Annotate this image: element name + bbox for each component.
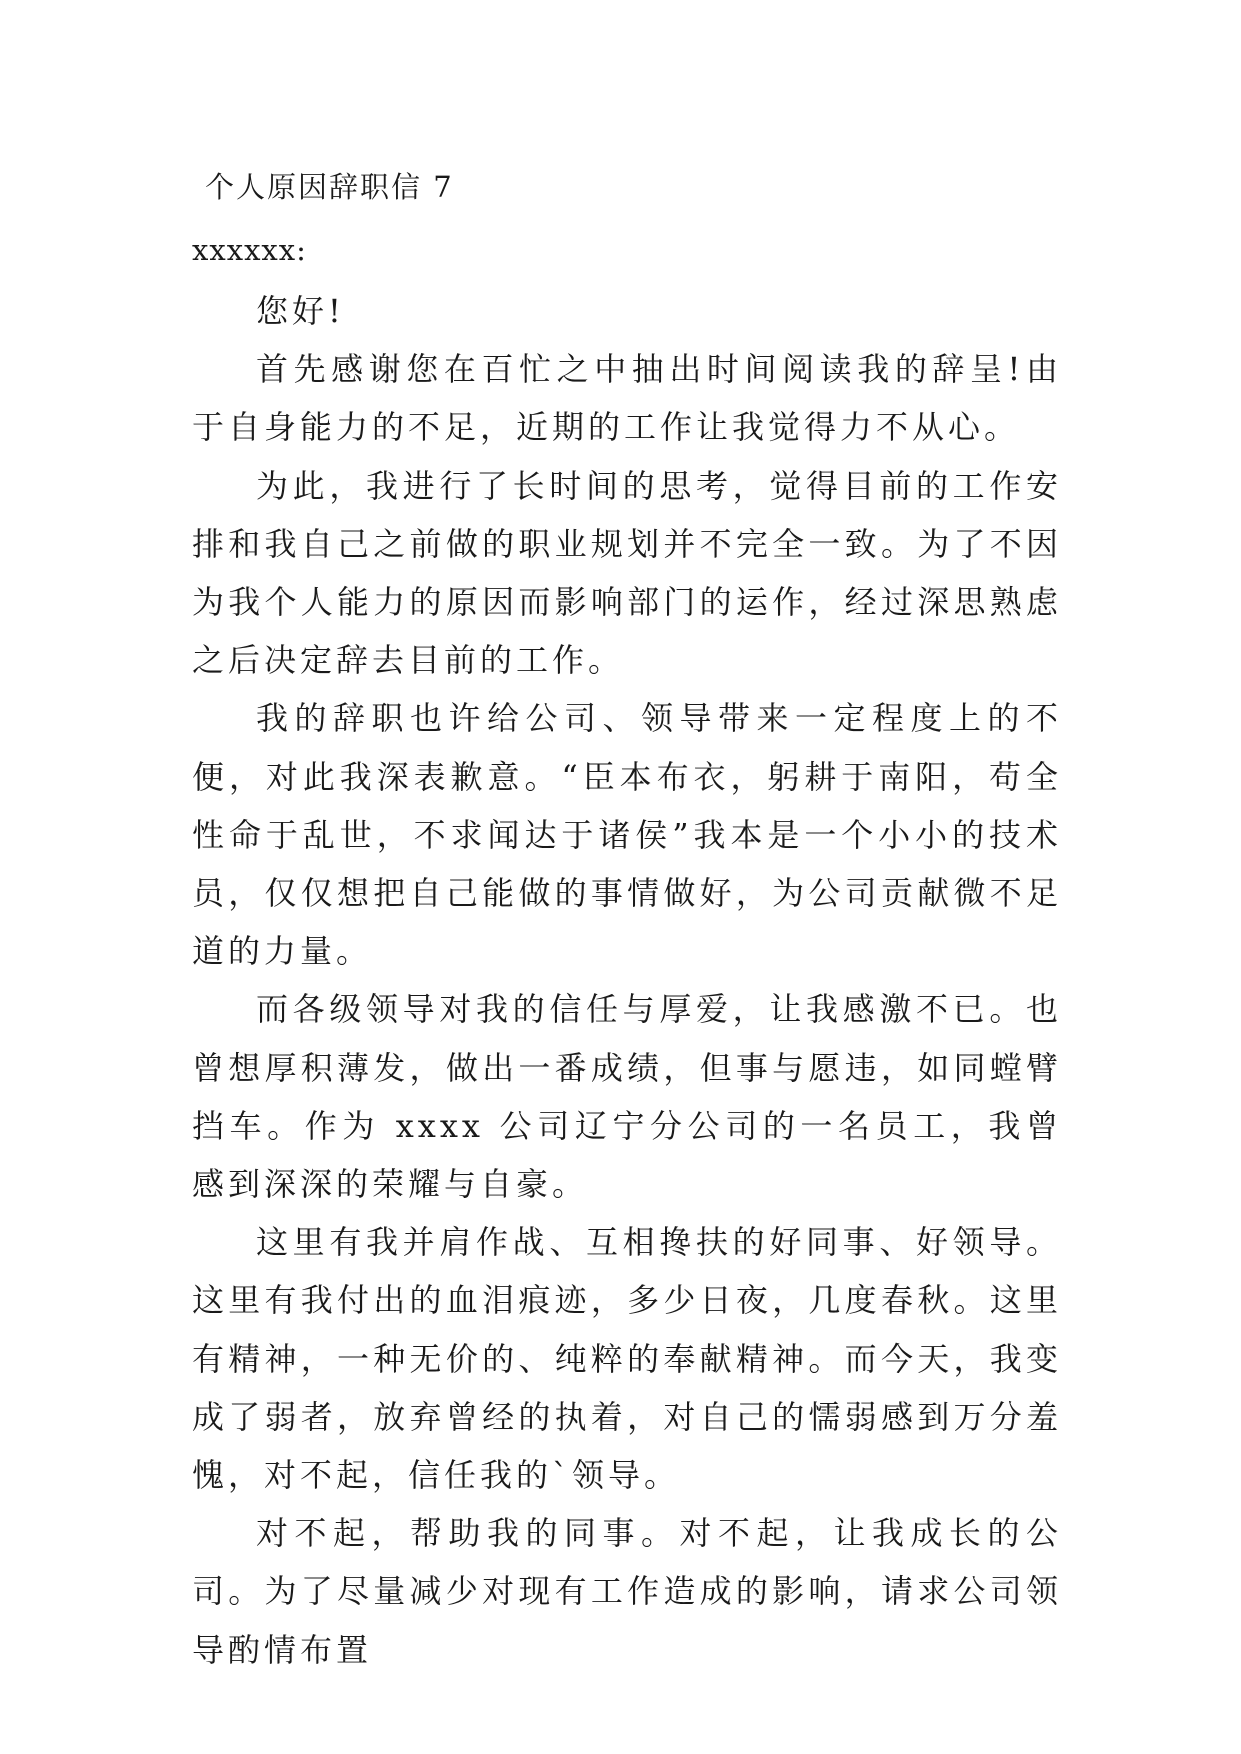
paragraph: 首先感谢您在百忙之中抽出时间阅读我的辞呈!由于自身能力的不足，近期的工作让我觉得力不从心。 <box>192 350 1062 447</box>
salutation: xxxxxx: <box>192 233 307 267</box>
paragraph: 为此，我进行了长时间的思考，觉得目前的工作安排和我自己之前做的职业规划并不完全一致。为了不因为我个人能力的原因而影响部门的运作，经过深思熟虑之后决定辞去目前的工作。 <box>192 466 1062 680</box>
paragraph: 这里有我并肩作战、互相搀扶的好同事、好领导。这里有我付出的血泪痕迹，多少日夜，几度春秋。这里有精神，一种无价的、纯粹的奉献精神。而今天，我变成了弱者，放弃曾经的执着，对自己的懦弱感到万分羞愧，对不起，信任我的`领导。 <box>192 1223 1062 1495</box>
document-title: 个人原因辞职信 7 <box>205 170 454 204</box>
paragraph: 我的辞职也许给公司、领导带来一定程度上的不便，对此我深表歉意。“臣本布衣，躬耕于南阳，苟全性命于乱世，不求闻达于诸侯”我本是一个小小的技术员，仅仅想把自己能做的事情做好，为公司贡献微不足道的力量。 <box>192 699 1062 971</box>
paragraph: 而各级领导对我的信任与厚爱，让我感激不已。也曾想厚积薄发，做出一番成绩，但事与愿违，如同螳臂挡车。作为 xxxx 公司辽宁分公司的一名员工，我曾感到深深的荣耀与自豪。 <box>192 990 1062 1204</box>
paragraph: 对不起，帮助我的同事。对不起，让我成长的公司。为了尽量减少对现有工作造成的影响，请求公司领导酌情布置 <box>192 1514 1062 1669</box>
letter-body <box>192 282 1062 1679</box>
paragraph: 您好! <box>256 292 345 330</box>
